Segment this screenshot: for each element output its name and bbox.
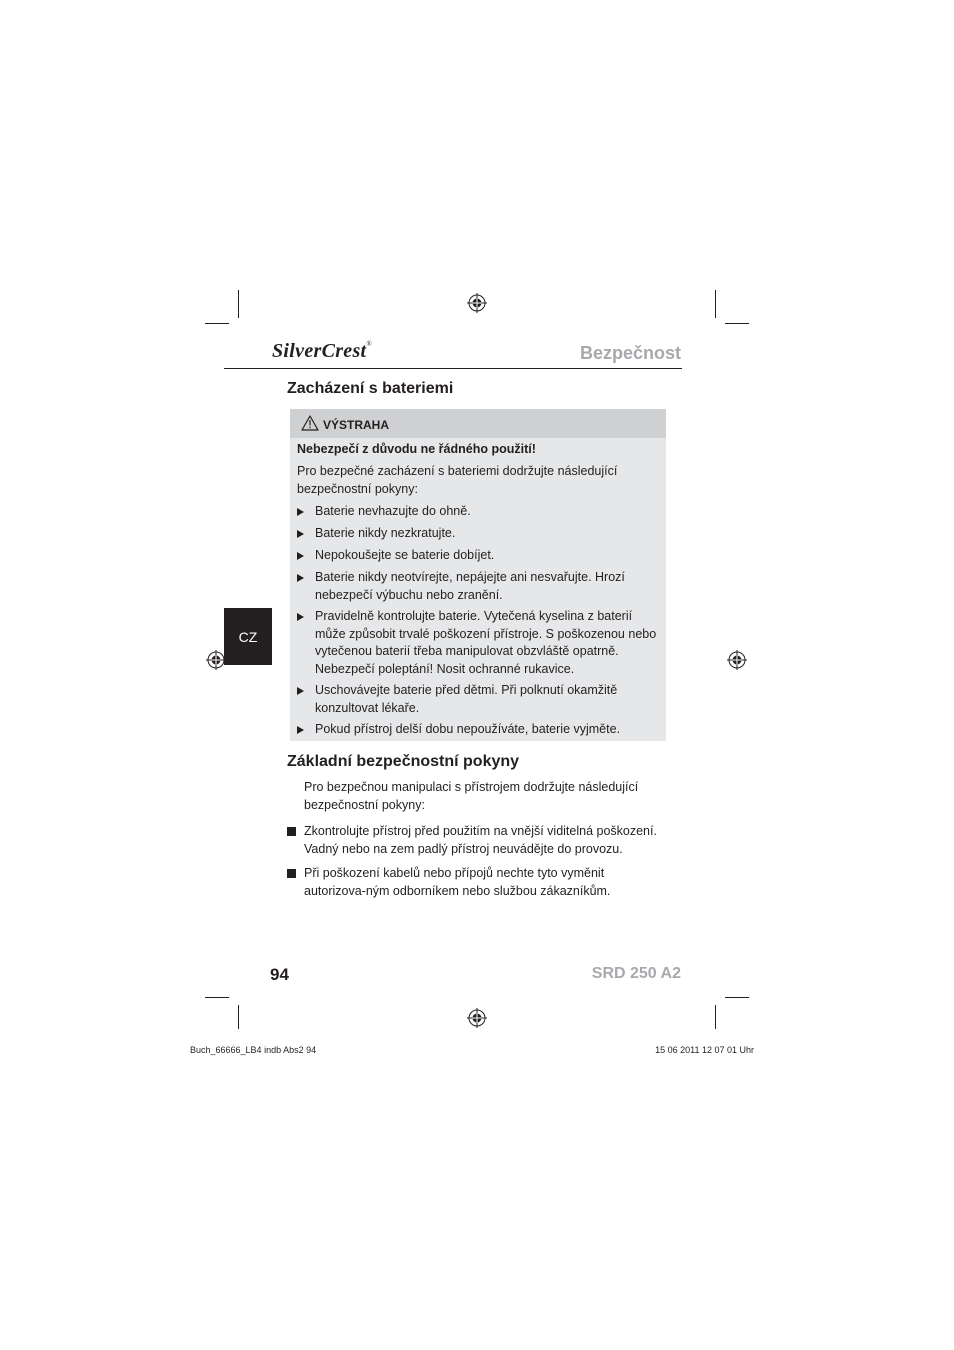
- page-number: 94: [270, 965, 289, 984]
- crop-mark: [715, 290, 716, 318]
- crop-mark: [205, 323, 229, 324]
- crop-mark: [205, 997, 229, 998]
- registered-mark: ®: [366, 340, 373, 348]
- crop-mark: [725, 997, 749, 998]
- warning-intro: Pro bezpečné zacházení s bateriemi dodržujte následující bezpečnostní pokyny:: [297, 464, 618, 496]
- basic-safety-intro: Pro bezpečnou manipulaci s přístrojem dodržujte následující bezpečnostní pokyny:: [304, 780, 639, 812]
- arrow-bullet-icon: [297, 613, 304, 621]
- crop-mark: [725, 323, 749, 324]
- warning-label: VÝSTRAHA: [323, 418, 390, 432]
- warning-triangle-icon: [301, 415, 319, 431]
- crop-mark: [238, 290, 239, 318]
- arrow-bullet-icon: [297, 687, 304, 695]
- list-item: Zkontrolujte přístroj před použitím na vnější viditelná poškození. Vadný nebo na zem padlý přístroj neuvádějte do provozu.: [304, 824, 657, 856]
- registration-mark-icon: [727, 650, 747, 670]
- brand-logo-text: SilverCrest: [272, 340, 367, 362]
- registration-mark-icon: [467, 293, 487, 313]
- crop-mark: [715, 1005, 716, 1029]
- arrow-bullet-icon: [297, 530, 304, 538]
- warning-subtitle: Nebezpečí z důvodu ne řádného použití!: [297, 442, 536, 456]
- basic-safety-heading: Základní bezpečnostní pokyny: [287, 753, 520, 770]
- arrow-bullet-icon: [297, 726, 304, 734]
- section-title: Bezpečnost: [579, 343, 681, 363]
- crop-mark: [238, 1005, 239, 1029]
- list-item: Při poškození kabelů nebo přípojů nechte tyto vyměnit autorizova-ným odborníkem nebo službou zákazníkům.: [304, 866, 611, 898]
- warning-header: [290, 409, 666, 438]
- print-slug-left: Buch_66666_LB4 indb Abs2 94: [190, 1045, 317, 1055]
- square-bullet-icon: [287, 869, 296, 878]
- model-number: SRD 250 A2: [591, 965, 681, 982]
- arrow-bullet-icon: [297, 552, 304, 560]
- registration-mark-icon: [206, 650, 226, 670]
- language-tab: CZ: [224, 608, 272, 665]
- brand-logo: [272, 340, 372, 363]
- print-slug-right: 15 06 2011 12 07 01 Uhr: [655, 1045, 754, 1055]
- registration-mark-icon: [467, 1008, 487, 1028]
- arrow-bullet-icon: [297, 508, 304, 516]
- warning-box: VÝSTRAHA Nebezpečí z důvodu ne řádného použití! Pro bezpečné zacházení s bateriemi dodržujte následující bezpečnostní pokyny: Baterie nevhazujte do ohně. Baterie nikdy nezkratujte. Nepokoušejte se baterie dobíjet. Baterie nikdy neotvírejte, nepájejte ani nesvařujte. Hrozí nebezpečí výbuchu nebo zranění. Pravidelně kontrolujte baterie. Vytečená kyselina z baterií může způsobit trvalé poškození přístroje. S poškozenou nebo vytečenou baterií třeba manipulovat obzvláště opatrně. Nebezpečí poleptání! Nosit ochranné rukavice. Uschovávejte baterie před dětmi. Při polknutí okamžitě konzultovat lékaře. Pokud přístroj delší dobu nepoužíváte, baterie vyjměte.: [290, 409, 666, 741]
- arrow-bullet-icon: [297, 574, 304, 582]
- square-bullet-icon: [287, 827, 296, 836]
- battery-heading: Zacházení s bateriemi: [287, 380, 454, 397]
- header-divider: [224, 368, 682, 369]
